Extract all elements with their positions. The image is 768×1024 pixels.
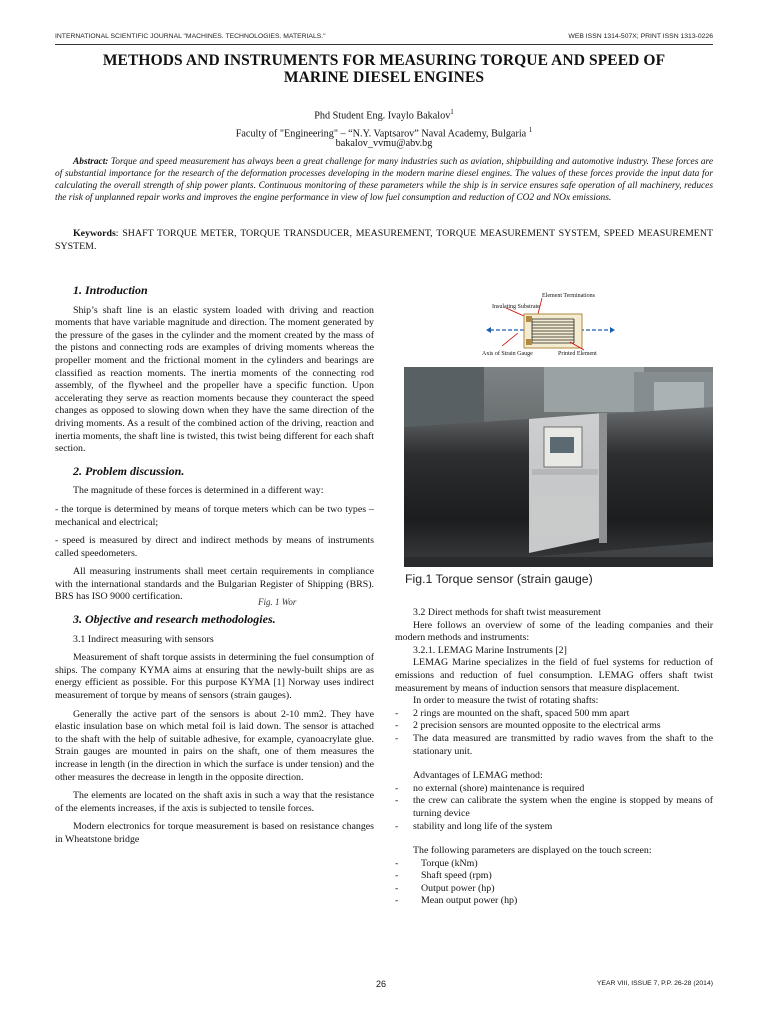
affiliation-sup: 1	[528, 126, 533, 135]
label-axis-of-strain-gauge: Axis of Strain Gauge	[482, 351, 533, 357]
issn-info: WEB ISSN 1314-507X; PRINT ISSN 1313-0226	[568, 33, 713, 40]
subsection-3-2: 3.2 Direct methods for shaft twist measurement	[413, 607, 601, 618]
shaft-sensor-photo	[404, 367, 713, 567]
title-line-2: MARINE DIESEL ENGINES	[283, 69, 485, 86]
author-email[interactable]: bakalov_vvmu@abv.bg	[335, 138, 433, 149]
author-affiliation: Faculty of "Engineering" – “N.Y. Vaptsarov” Naval Academy, Bulgaria	[235, 128, 527, 140]
terminal-pad	[526, 339, 532, 345]
axis-arrow-right	[610, 327, 615, 333]
keywords-text: : SHAFT TORQUE METER, TORQUE TRANSDUCER, MEASUREMENT, TORQUE MEASUREMENT SYSTEM, SPEED MEASUREMENT SYSTEM.	[55, 228, 713, 252]
objective-paragraph-4: Modern electronics for torque measurement is based on resistance changes in Wheatstone bridge	[55, 821, 374, 845]
label-printed-element: Printed Element	[558, 351, 597, 357]
axis-arrow-left	[486, 327, 491, 333]
intro-paragraph: Ship’s shaft line is an elastic system loaded with driving and reaction moments that have variable magnitude and direction. The moment generated by the pressure of the gases in the cylinder and the moment created by the mass of the pistons and connecting rods are examples of driving moments whereas the propeller moment and the frictional moment in the cylinders and bearings are classified as reaction moments. The inertia moments of the connecting rod assembly, of the flywheel and the propeller have a specific function. Upon accelerating they serve as reaction moments because they counteract the speed changes as opposed to slowing down when they have the same direction of the driving moments. As a result of the combined action of the driving, reaction and inertia moments, the shaft line is twisted, this twist being different for each shaft section.	[55, 304, 374, 455]
terminal-pad	[526, 316, 532, 322]
title-line-1: METHODS AND INSTRUMENTS FOR MEASURING TORQUE AND SPEED OF	[102, 52, 666, 69]
subsection-3-2-1: 3.2.1. LEMAG Marine Instruments [2]	[413, 644, 567, 656]
keywords-label: Keywords	[73, 228, 116, 239]
overlapping-caption-fragment: Fig. 1 Wor	[258, 597, 297, 607]
abstract	[55, 156, 713, 204]
advantages-heading: Advantages of LEMAG method:	[413, 770, 543, 782]
list-item: - Torque (kNm)	[395, 857, 478, 869]
author-name: Phd Student Eng. Ivaylo Bakalov	[314, 110, 451, 122]
direct-paragraph-3: In order to measure the twist of rotating shafts:	[413, 695, 599, 707]
author-sup: 1	[450, 108, 454, 116]
label-pointer	[502, 333, 518, 346]
direct-paragraph-2: LEMAG Marine specializes in the field of fuel systems for reduction of emissions and reduction of fuel consumption. LEMAG offers shaft twist measurement by means of induction sensors that measure displacement.	[395, 657, 713, 694]
section-heading-problem: 2. Problem discussion.	[73, 463, 185, 478]
paper-title	[55, 52, 713, 86]
left-column	[55, 284, 374, 853]
figure-caption: Fig.1 Torque sensor (strain gauge)	[405, 572, 593, 586]
section-heading-objective: 3. Objective and research methodologies.	[73, 612, 276, 627]
photo-illustration	[404, 367, 713, 567]
abstract-label: Abstract:	[73, 157, 109, 167]
page-number: 26	[376, 979, 387, 989]
list-item: - stability and long life of the system	[395, 820, 553, 832]
problem-paragraph-4: All measuring instruments shall meet certain requirements in compliance with the international standards and the Bulgarian Register of Shipping (BRS). BRS has ISO 9000 certification.	[55, 566, 374, 603]
keywords	[55, 228, 713, 253]
label-insulating-substrate: Insulating Substrate	[492, 304, 540, 310]
objective-paragraph-1: Measurement of shaft torque assists in determining the fuel consumption of ships. The company KYMA aims at ensuring that the newly-built ships are as energy efficient as possible. For this purpose KYMA [1] Norway uses indirect measurement of torque by means of sensors (strain gauges).	[55, 652, 374, 702]
objective-paragraph-2: Generally the active part of the sensors is about 2-10 mm2. They have elastic insulation base on which metal foil is laid down. The sensor is attached to the shaft with the help of suitable adhesive, for example, cyanoacrylate glue. Strain gauges are mounted in pairs on the shaft, one of them measures the increase in length (in the direction in which the surface is under tension) and the other measures the decrease in length in the opposite direction.	[55, 708, 374, 783]
list-item: - Shaft speed (rpm)	[395, 870, 492, 882]
list-item: - 2 rings are mounted on the shaft, spaced 500 mm apart	[395, 707, 630, 719]
list-item: - no external (shore) maintenance is required	[395, 782, 585, 794]
list-item: - 2 precision sensors are mounted opposite to the electrical arms	[395, 720, 661, 732]
label-element-terminations: Element Terminations	[542, 293, 595, 299]
list-item: - The data measured are transmitted by radio waves from the shaft to the stationary unit.	[395, 732, 713, 757]
list-item: - the crew can calibrate the system when the engine is stopped by means of turning device	[395, 795, 713, 819]
subsection-3-1: 3.1 Indirect measuring with sensors	[73, 633, 214, 645]
abstract-text: Torque and speed measurement has always been a great challenge for many industries such as aviation, shipbuilding and automotive industry. These forces are of substantial importance for the research of the deformation processes developing in the modern marine diesel engines. The values of these forces provide the input data for calculating the overall strength of ship power plants. Continuous monitoring of these parameters while the ship is in service ensures safe operation of all machinery, reduces the risk of unplanned repair works and improves the engine performance in view of low fuel consumption and reduction of CO2 and NOx emissions.	[55, 157, 713, 204]
list-item: - Mean output power (hp)	[395, 895, 518, 907]
journal-name: INTERNATIONAL SCIENTIFIC JOURNAL "MACHINES. TECHNOLOGIES. MATERIALS."	[55, 33, 326, 40]
issue-info: YEAR VIII, ISSUE 7, P.P. 26-28 (2014)	[596, 980, 713, 987]
direct-paragraph-1: Here follows an overview of some of the leading companies and their modern methods and instruments:	[395, 619, 713, 644]
right-column	[395, 607, 713, 908]
problem-paragraph-2: - the torque is determined by means of torque meters which can be two types – mechanical and electrical;	[55, 503, 374, 528]
section-heading-introduction: 1. Introduction	[73, 283, 148, 297]
parameters-heading: The following parameters are displayed on the touch screen:	[413, 845, 652, 857]
header-divider	[55, 44, 713, 45]
problem-paragraph-3: - speed is measured by direct and indirect methods by means of instruments called speedometers.	[55, 535, 374, 559]
strain-gauge-diagram	[478, 286, 623, 362]
problem-paragraph-1: The magnitude of these forces is determined in a different way:	[73, 485, 324, 497]
author-block	[55, 105, 713, 142]
objective-paragraph-3: The elements are located on the shaft axis in such a way that the resistance of the elements increases, if the axis is subjected to tensile forces.	[55, 790, 374, 814]
running-header	[55, 33, 713, 40]
list-item: - Output power (hp)	[395, 882, 495, 894]
